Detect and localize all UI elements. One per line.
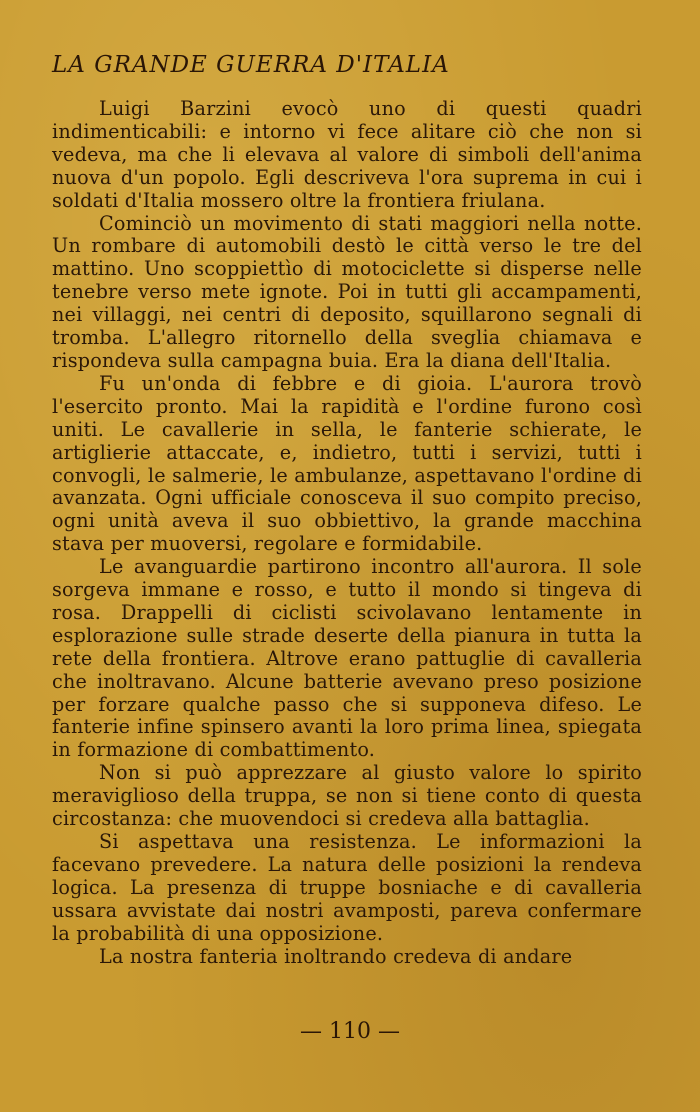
paragraph: La nostra fanteria inoltrando credeva di andare	[99, 944, 573, 968]
paragraph: Luigi Barzini evocò uno di questi quadri indimenticabili: e intorno vi fece alitare ciò che non si vedeva, ma che li elevava al valore di simboli dell'anima nuova d'un popolo. Egli descriveva l'ora suprema in cui i soldati d'Italia mossero oltre la frontiera friulana.	[52, 97, 642, 212]
paragraph: Cominciò un movimento di stati maggiori nella notte. Un rombare di automobili destò le città verso le tre del mattino. Uno scoppiettìo di motociclette si disperse nelle tenebre verso mete ignote. Poi in tutti gli accampamenti, nei villaggi, nei centri di deposito, squillarono segnali di tromba. L'allegro ritornello della sveglia chiamava e rispondeva sulla campagna buia. Era la diana dell'Italia.	[52, 211, 642, 372]
paragraph: Non si può apprezzare al giusto valore lo spirito meraviglioso della truppa, se non si tiene conto di questa circostanza: che muovendoci si credeva alla battaglia.	[52, 761, 642, 831]
paragraph: Le avanguardie partirono incontro all'aurora. Il sole sorgeva immane e rosso, e tutto il mondo si tingeva di rosa. Drappelli di ciclisti scivolavano lentamente in esplorazione sulle strade deserte della pianura in tutta la rete della frontiera. Altrove erano pattuglie di cavalleria che inoltravano. Alcune batterie avevano preso posizione per forzare qualche passo che si supponeva difeso. Le fanterie infine spinsero avanti la loro prima linea, spiegata in formazione di combattimento.	[52, 555, 642, 762]
paragraph: Fu un'onda di febbre e di gioia. L'aurora trovò l'esercito pronto. Mai la rapidità e l'ordine furono così uniti. Le cavallerie in sella, le fanterie schierate, le artiglierie attaccate, e, indietro, tutti i servizi, tutti i convogli, le salmerie, le ambulanze, aspettavano l'ordine di avanzata. Ogni ufficiale conosceva il suo compito preciso, ogni unità aveva il suo obbiettivo, la grande macchina stava per muoversi, regolare e formidabile.	[52, 371, 642, 556]
page-number: — 110 —	[300, 1019, 400, 1044]
running-title: LA GRANDE GUERRA D'ITALIA	[52, 52, 450, 78]
body-text	[52, 98, 642, 968]
paragraph: Si aspettava una resistenza. Le informazioni la facevano prevedere. La natura delle posizioni la rendeva logica. La presenza di truppe bosniache e di cavalleria ussara avvistate dai nostri avamposti, pareva confermare la probabilità di una opposizione.	[52, 830, 642, 945]
